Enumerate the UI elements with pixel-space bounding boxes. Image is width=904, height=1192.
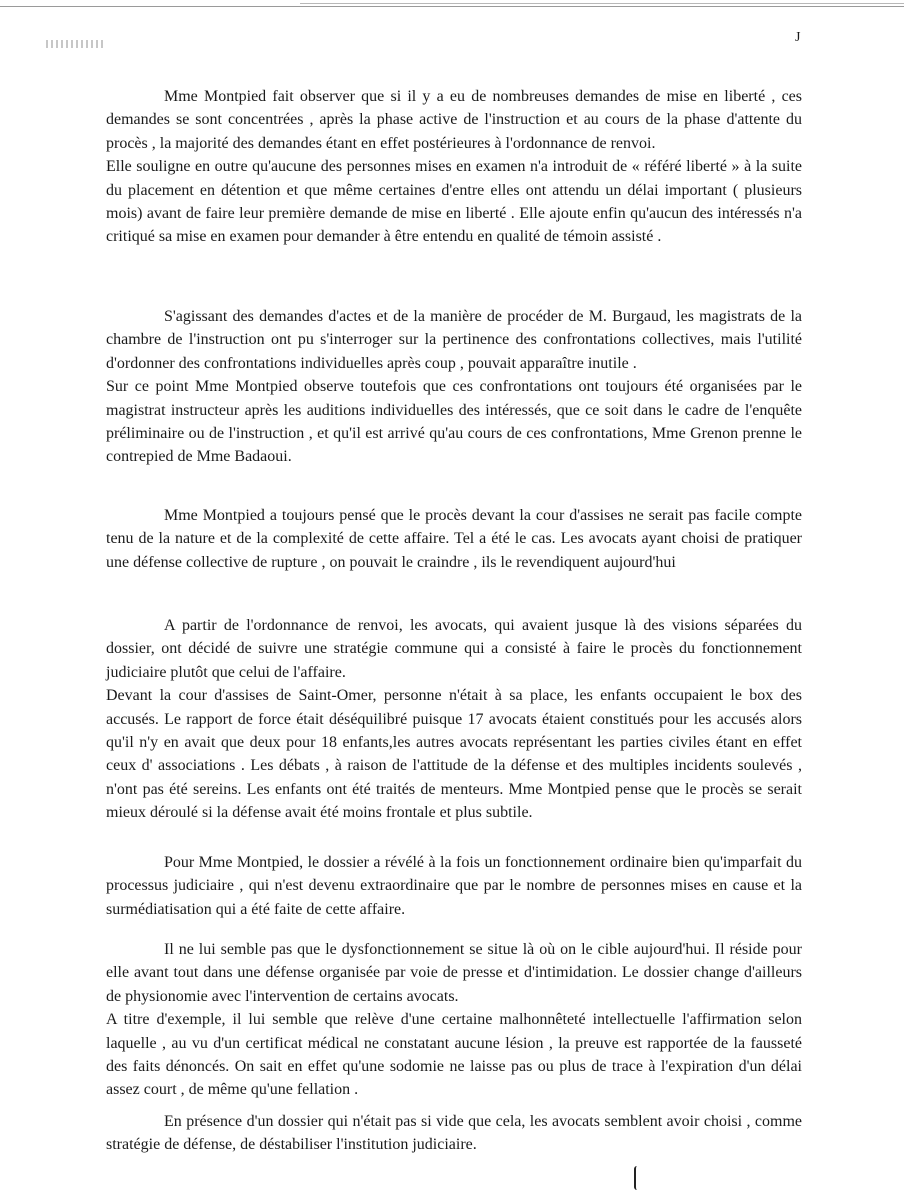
paragraph-7: Devant la cour d'assises de Saint-Omer, personne n'était à sa place, les enfants occupaient le box des accusés. Le rapport de force était déséquilibré puisque 17 avocats étaient constitués pour les accusés alors qu'il n'y en avait que deux pour 18 enfants,les autres avocats représentant les parties civiles étant en effet ceux d' associations . Les débats , à raison de l'attitude de la défense et des multiples incidents soulevés , n'ont pas été sereins. Les enfants ont été traités de menteurs. Mme Montpied pense que le procès se serait mieux déroulé si la défense avait été moins frontale et plus subtile.	[106, 687, 802, 822]
section-3	[106, 504, 802, 574]
section-1	[106, 85, 802, 249]
paragraph-6: A partir de l'ordonnance de renvoi, les avocats, qui avaient jusque là des visions séparées du dossier, ont décidé de suivre une stratégie commune qui a consisté à faire le procès du fonctionnement judiciaire plutôt que celui de l'affaire.	[106, 617, 802, 681]
scan-smudge	[46, 40, 104, 48]
paragraph-2: Elle souligne en outre qu'aucune des personnes mises en examen n'a introduit de « référé liberté » à la suite du placement en détention et que même certaines d'entre elles ont attendu un délai important ( plusieurs mois) avant de faire leur première demande de mise en liberté . Elle ajoute enfin qu'aucun des intéressés n'a critiqué sa mise en examen pour demander à être entendu en qualité de témoin assisté .	[106, 158, 802, 246]
section-5	[106, 851, 802, 921]
paragraph-8: Pour Mme Montpied, le dossier a révélé à la fois un fonctionnement ordinaire bien qu'imparfait du processus judiciaire , qui n'est devenu extraordinaire que par le nombre de personnes mises en cause et la surmédiatisation qui a été faite de cette affaire.	[106, 854, 802, 918]
paragraph-11: En présence d'un dossier qui n'était pas si vide que cela, les avocats semblent avoir choisi , comme stratégie de défense, de déstabiliser l'institution judiciaire.	[106, 1113, 802, 1154]
scan-top-edge-line	[300, 3, 904, 4]
paragraph-1: Mme Montpied fait observer que si il y a eu de nombreuses demandes de mise en liberté , ces demandes se sont concentrées , après la phase active de l'instruction et au cours de la phase d'attente du procès , la majorité des demandes étant en effet postérieures à l'ordonnance de renvoi.	[106, 88, 802, 152]
corner-mark: J	[795, 30, 801, 45]
paragraph-3: S'agissant des demandes d'actes et de la manière de procéder de M. Burgaud, les magistrats de la chambre de l'instruction ont pu s'interroger sur la pertinence des confrontations collectives, mais l'utilité d'ordonner des confrontations individuelles après coup , pouvait apparaître inutile .	[106, 308, 802, 372]
paragraph-10: A titre d'exemple, il lui semble que relève d'une certaine malhonnêteté intellectuelle l'affirmation selon laquelle , au vu d'un certificat médical ne constatant aucune lésion , la preuve est rapportée de la fausseté des faits dénoncés. On sait en effet qu'une sodomie ne laisse pas ou plus de trace à l'expiration d'un délai assez court , de même qu'une fellation .	[106, 1011, 802, 1099]
paragraph-4: Sur ce point Mme Montpied observe toutefois que ces confrontations ont toujours été organisées par le magistrat instructeur après les auditions individuelles des intéressés, que ce soit dans le cadre de l'enquête préliminaire ou de l'instruction , et qu'il est arrivé qu'au cours de ces confrontations, Mme Grenon prenne le contrepied de Mme Badaoui.	[106, 378, 802, 466]
section-2	[106, 305, 802, 469]
paragraph-5: Mme Montpied a toujours pensé que le procès devant la cour d'assises ne serait pas facile compte tenu de la nature et de la complexité de cette affaire. Tel a été le cas. Les avocats ayant choisi de pratiquer une défense collective de rupture , on pouvait le craindre , ils le revendiquent aujourd'hui	[106, 507, 802, 571]
section-4	[106, 614, 802, 825]
bottom-pen-mark	[634, 1166, 641, 1190]
paragraph-9: Il ne lui semble pas que le dysfonctionnement se situe là où on le cible aujourd'hui. Il réside pour elle avant tout dans une défense organisée par voie de presse et d'intimidation. Le dossier change d'ailleurs de physionomie avec l'intervention de certains avocats.	[106, 941, 802, 1005]
section-6	[106, 938, 802, 1102]
section-7	[106, 1110, 802, 1157]
